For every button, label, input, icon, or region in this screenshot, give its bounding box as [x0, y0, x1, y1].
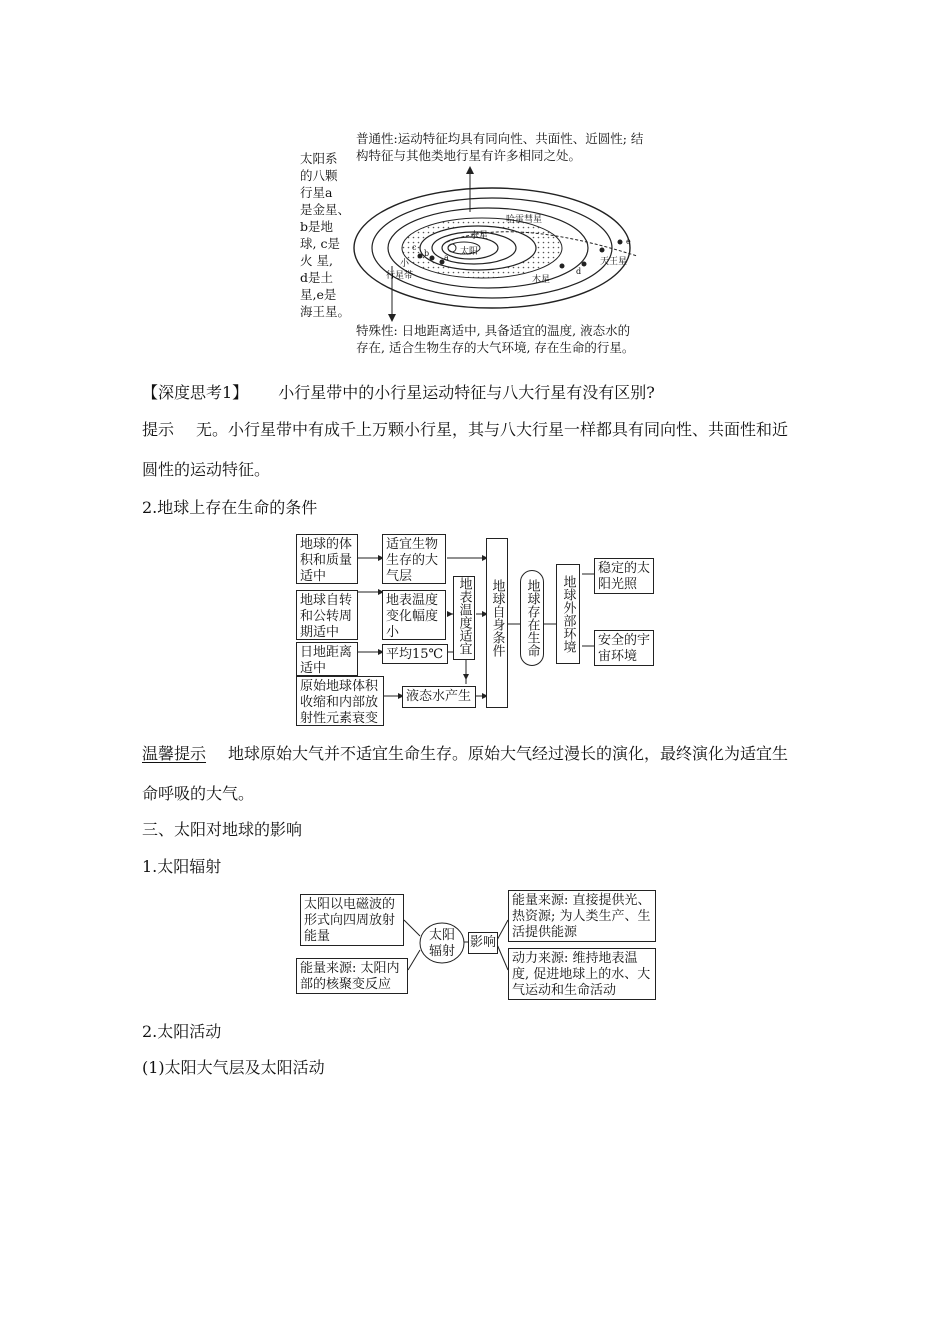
legend-line: 行星a: [300, 185, 333, 200]
legend-line: 太阳系: [300, 151, 338, 166]
box-energy-source: 能量来源: 直接提供光、热资源; 为人类生产、生活提供能源: [508, 890, 656, 942]
hint-line1: [142, 420, 788, 440]
think-question-text: 小行星带中的小行星运动特征与八大行星有没有区别?: [278, 383, 655, 402]
box-surface-temp: [453, 576, 475, 660]
uranus-icon: [600, 248, 605, 253]
radiation-center: 太阳辐射: [428, 928, 455, 959]
halley-label: 哈雷彗星: [506, 215, 543, 225]
box-energy-fusion: 能量来源: 太阳内部的核聚变反应: [296, 958, 408, 994]
box-earth-life: [520, 570, 544, 666]
box-sun-distance: 日地距离适中: [296, 642, 358, 676]
planet-d-icon: [582, 262, 587, 267]
box-em-waves: 太阳以电磁波的形式向四周放射能量: [300, 894, 404, 946]
section-3-2-title: 2.太阳活动: [142, 1022, 222, 1041]
top-note: [356, 130, 643, 164]
box-volume-mass: 地球的体积和质量适中: [296, 534, 358, 584]
solar-radiation-figure: [296, 890, 658, 1000]
box-rotation-period: 地球自转和公转周期适中: [296, 590, 358, 640]
jupiter-label: 木星: [532, 275, 551, 285]
planet-b-icon: [430, 256, 435, 261]
label-e: e: [626, 237, 631, 246]
hint-line2: 圆性的运动特征。: [142, 460, 271, 479]
planet-c-icon: [418, 254, 423, 259]
earth-life-text: 地球存在生命: [524, 579, 540, 657]
surface-temp-text: 地表温度适宜: [456, 577, 472, 655]
legend-line: 火 星,: [300, 253, 333, 268]
label-d: d: [576, 267, 582, 276]
earth-self-text: 地球自身条件: [489, 579, 505, 657]
down-arrow-icon: [388, 314, 396, 322]
box-liquid-water: 液态水产生: [402, 686, 476, 708]
asteroid-label-1: 小: [400, 259, 410, 269]
box-sunlight: 稳定的太阳光照: [594, 558, 654, 594]
box-external: [556, 564, 580, 664]
up-arrow-icon: [466, 166, 474, 174]
box-atmosphere: 适宜生物生存的大气层: [382, 534, 446, 584]
planet-e-icon: [618, 240, 623, 245]
bottom-note-line2: 存在, 适合生物生存的大气环境, 存在生命的行星。: [356, 340, 635, 355]
legend-line: 是金星、: [300, 202, 351, 217]
tip-text-1: 地球原始大气并不适宜生命生存。原始大气经过漫长的演化，最终演化为适宜生: [228, 744, 789, 763]
legend-line: b是地: [300, 219, 334, 234]
hint-text-1: 无。小行星带中有成千上万颗小行星，其与八大行星一样都具有同向性、共面性和近: [196, 420, 789, 439]
legend-line: 星,e是: [300, 287, 337, 302]
box-avg-temp: 平均15℃: [382, 644, 448, 664]
mercury-label: 水星: [470, 231, 489, 241]
box-power-source: 动力来源: 维持地表温度, 促进地球上的水、大气运动和生命活动: [508, 948, 656, 1000]
tip-line2: 命呼吸的大气。: [142, 784, 255, 803]
box-primitive-earth: 原始地球体积收缩和内部放射性元素衰变: [296, 676, 384, 726]
hint-label: 提示: [142, 420, 175, 439]
think-question: [142, 383, 655, 403]
legend-line: 海王星。: [300, 304, 351, 319]
section-3-1-title: 1.太阳辐射: [142, 857, 222, 876]
section-3-title: 三、太阳对地球的影响: [142, 820, 303, 839]
think-title: 【深度思考1】: [142, 383, 249, 402]
box-effect: 影响: [468, 932, 498, 954]
top-note-line2: 构特征与其他类地行星有许多相同之处。: [356, 148, 582, 163]
tip-label: 温馨提示: [142, 744, 207, 763]
bottom-note: [356, 322, 634, 356]
life-conditions-figure: [296, 534, 656, 724]
uranus-label: 天王星: [600, 257, 628, 267]
legend-line: 的八颗: [300, 168, 338, 183]
section-2-title: 2.地球上存在生命的条件: [142, 498, 318, 517]
jupiter-icon: [560, 264, 565, 269]
top-note-line1: 普通性:运动特征均具有同向性、共面性、近圆性; 结: [356, 131, 644, 146]
label-c: c: [412, 243, 417, 252]
label-a: a: [444, 253, 449, 262]
external-text: 地球外部环境: [560, 575, 576, 653]
legend-line: d是土: [300, 270, 334, 285]
planet-legend: [300, 150, 352, 320]
bottom-note-line1: 特殊性: 日地距离适中, 具备适宜的温度, 液态水的: [356, 323, 631, 338]
box-cosmic: 安全的宇宙环境: [594, 630, 654, 666]
tip-line1: [142, 744, 788, 764]
asteroid-label-2: 行星带: [386, 271, 414, 281]
section-3-2-1-title: (1)太阳大气层及太阳活动: [142, 1058, 325, 1077]
box-temp-change: 地表温度变化幅度小: [382, 590, 446, 640]
legend-line: 球, c是: [300, 236, 340, 251]
orbit-diagram: [352, 166, 652, 326]
box-earth-self: [486, 538, 508, 708]
label-b: b: [424, 249, 430, 258]
solar-system-figure: [296, 126, 666, 358]
sun-label: 太阳: [460, 247, 479, 257]
